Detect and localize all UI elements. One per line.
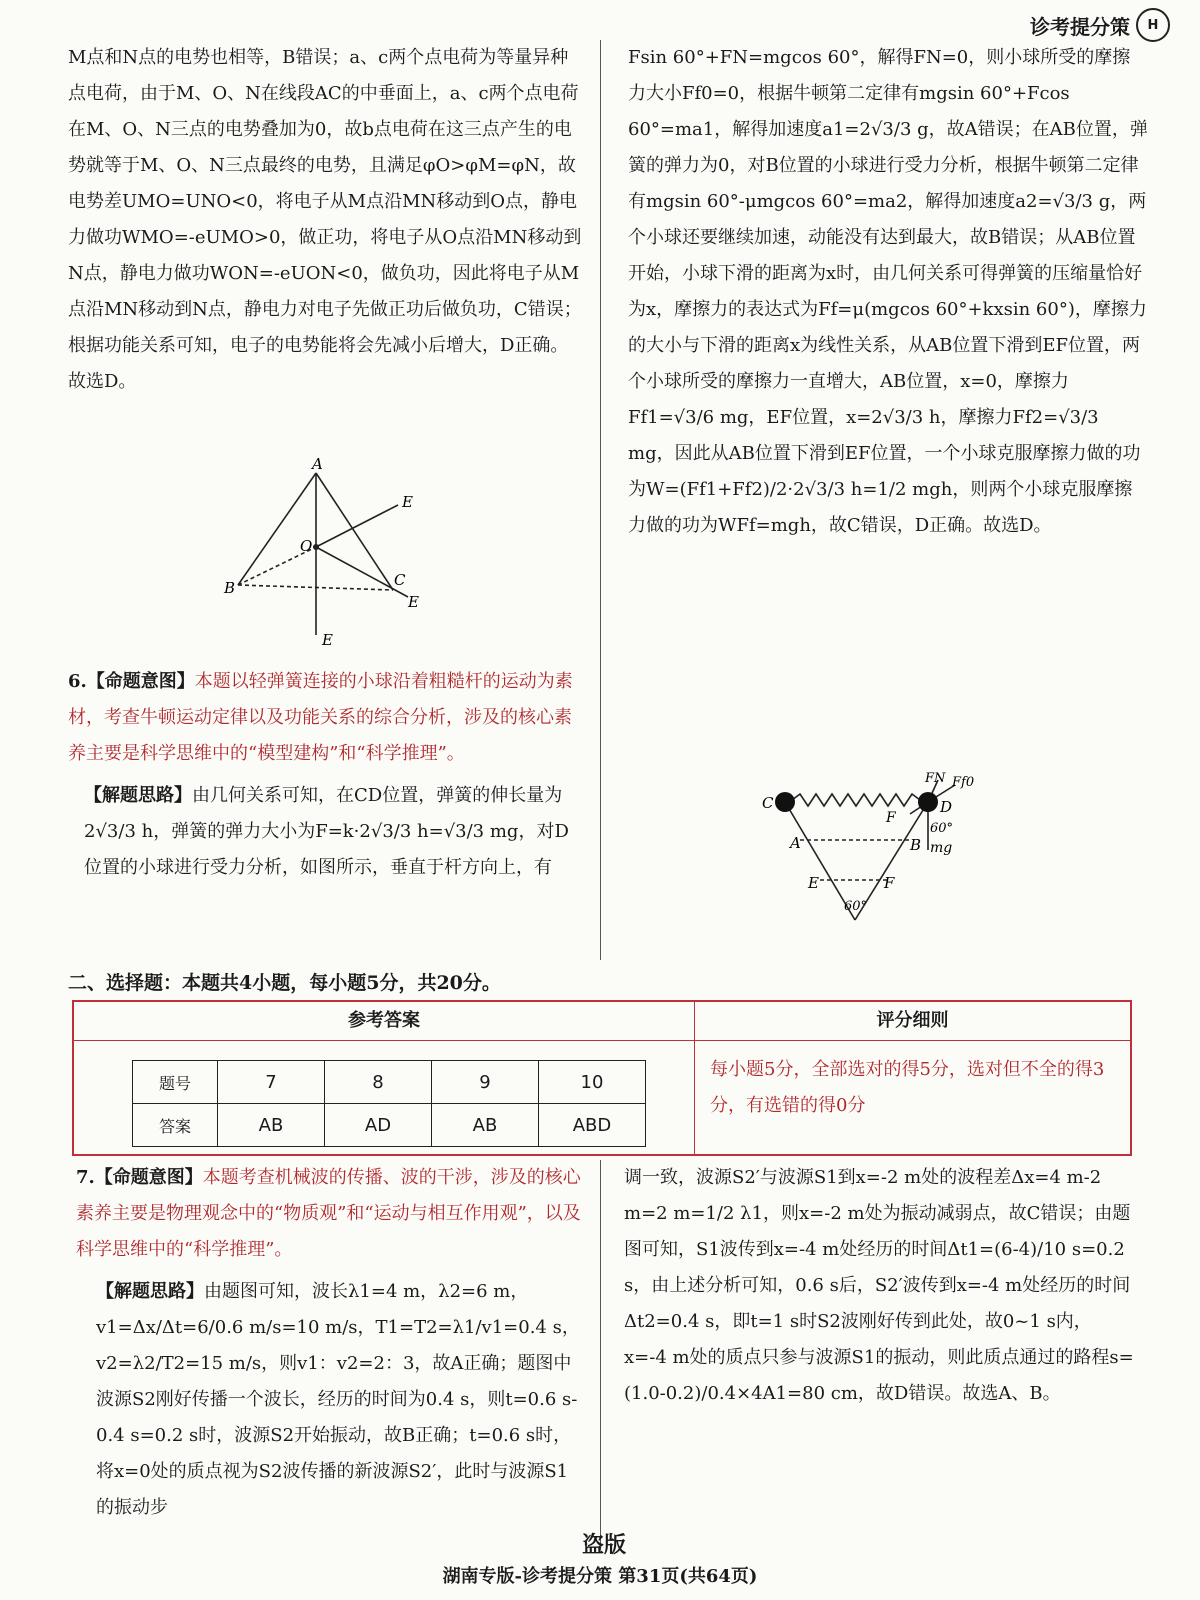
label-C2: C xyxy=(762,794,774,812)
label-A2: A xyxy=(790,834,801,852)
scoring-rules: 每小题5分，全部选对的得5分，选对但不全的得3分，有选错的得0分 xyxy=(710,1059,1105,1116)
section-2-title: 二、选择题：本题共4小题，每小题5分，共20分。 xyxy=(68,972,501,994)
brand-title: 诊考提分策 xyxy=(1030,14,1130,39)
label-angle-bottom: 60° xyxy=(844,899,868,914)
q6-solve-tag: 【解题思路】 xyxy=(84,785,192,806)
column-divider-bottom xyxy=(600,1160,601,1550)
q7-intent-tag: 【命题意图】 xyxy=(94,1167,203,1188)
number-cell: 9 xyxy=(432,1061,539,1104)
label-D2: D xyxy=(940,798,953,816)
label-O: O xyxy=(300,537,313,555)
scoring-header: 评分细则 xyxy=(695,1002,1130,1041)
table-row xyxy=(133,1061,646,1104)
page-header xyxy=(1030,8,1170,42)
brand-logo-icon: H xyxy=(1136,8,1170,42)
answer-table xyxy=(132,1060,646,1147)
right-column-top xyxy=(628,40,1148,544)
label-E1: E xyxy=(402,493,413,511)
number-cell: 8 xyxy=(325,1061,432,1104)
answer-cell: AB xyxy=(218,1104,325,1147)
label-E3: E xyxy=(322,631,333,649)
answer-cell: AB xyxy=(432,1104,539,1147)
number-cell: 7 xyxy=(218,1061,325,1104)
q6-intent-tag: 【命题意图】 xyxy=(86,671,195,692)
label-F2pt: F xyxy=(884,874,895,892)
q7-intent-text: 本题考查机械波的传播、波的干涉，涉及的核心素养主要是物理观念中的“物质观”和“运动与相互作用观”，以及科学思维中的“科学推理”。 xyxy=(76,1167,581,1260)
page-footer: 湖南专版-诊考提分策 第31页(共64页) xyxy=(442,1566,758,1587)
q7-solution-continued: 调一致，波源S2′与波源S1到x=-2 m处的波程差Δx=4 m-2 m=2 m=1/2 λ1，则x=-2 m处为振动减弱点，故C错误；由题图可知，S1波传到x=-4 m处经历的时间Δt1=(6-4)/10 s=0.2 s，由上述分析可知，0.6 s后，S2′波传到x=-4 m处经历的时间Δt2=0.4 s，即t=1 s时S2波刚好传到此处，故0~1 s内，x=-4 m处的质点只参与波源S1的振动，则此质点通过的路程s=(1.0-0.2)/0.4×4A1=80 cm，故D错误。故选A、B。 xyxy=(624,1167,1134,1404)
answer-cell: AD xyxy=(325,1104,432,1147)
right-column-bottom xyxy=(624,1160,1134,1412)
q6-number: 6. xyxy=(68,671,87,692)
q7-solve-tag: 【解题思路】 xyxy=(96,1281,204,1302)
label-E2: E xyxy=(408,593,419,611)
row-label-answer: 答案 xyxy=(133,1104,218,1147)
row-label-number: 题号 xyxy=(133,1061,218,1104)
question-7-block xyxy=(76,1160,586,1526)
answer-box xyxy=(72,1000,1132,1156)
label-B2: B xyxy=(910,836,922,854)
ref-answer-header: 参考答案 xyxy=(74,1002,694,1041)
triangle-field-diagram xyxy=(218,455,438,655)
label-B: B xyxy=(224,579,236,597)
label-Ff0: Ff0 xyxy=(952,775,975,790)
label-FN: FN xyxy=(925,771,946,786)
label-E2pt: E xyxy=(808,874,819,892)
label-A: A xyxy=(312,455,323,473)
q6-intent-text: 本题以轻弹簧连接的小球沿着粗糙杆的运动为素材，考查牛顿运动定律以及功能关系的综合分析，涉及的核心素养主要是科学思维中的“模型建构”和“科学推理”。 xyxy=(68,671,573,764)
number-cell: 10 xyxy=(539,1061,646,1104)
left-column-top xyxy=(68,40,583,400)
q6-solution-continued: Fsin 60°+FN=mgcos 60°，解得FN=0，则小球所受的摩擦力大小Ff0=0，根据牛顿第二定律有mgsin 60°+Fcos 60°=ma1，解得加速度a1=2√3/3 g，故A错误；在AB位置，弹簧的弹力为0，对B位置的小球进行受力分析，根据牛顿第二定律有mgsin 60°-μmgcos 60°=ma2，解得加速度a2=√3/3 g，两个小球还要继续加速，动能没有达到最大，故B错误；从AB位置开始，小球下滑的距离为x时，由几何关系可得弹簧的压缩量恰好为x，摩擦力的表达式为Ff=μ(mgcos 60°+kxsin 60°)，摩擦力的大小与下滑的距离x为线性关系，从AB位置下滑到EF位置，两个小球所受的摩擦力一直增大，AB位置，x=0，摩擦力Ff1=√3/6 mg，EF位置，x=2√3/3 h，摩擦力Ff2=√3/3 mg，因此从AB位置下滑到EF位置，一个小球克服摩擦力做的功为W=(Ff1+Ff2)/2·2√3/3 h=1/2 mgh，则两个小球克服摩擦力做的功为WFf=mgh，故C错误，D正确。故选D。 xyxy=(628,47,1148,536)
answer-box-divider xyxy=(694,1002,695,1154)
q7-number: 7. xyxy=(76,1167,95,1188)
spring-rod-diagram xyxy=(760,770,980,930)
question-6-block xyxy=(68,664,583,886)
table-row xyxy=(133,1104,646,1147)
label-F-spring: F xyxy=(886,810,896,826)
q7-solve-text: 由题图可知，波长λ1=4 m，λ2=6 m，v1=Δx/Δt=6/0.6 m/s=10 m/s，T1=T2=λ1/v1=0.4 s，v2=λ2/T2=15 m/s，则v1：v2=2：3，故A正确；题图中波源S2刚好传播一个波长，经历的时间为0.4 s，则t=0.6 s-0.4 s=0.2 s时，波源S2开始振动，故B正确；t=0.6 s时，将x=0处的质点视为S2波传播的新波源S2′，此时与波源S1的振动步 xyxy=(96,1281,580,1518)
label-mg: mg xyxy=(930,840,953,856)
answer-cell: ABD xyxy=(539,1104,646,1147)
label-angle-top: 60° xyxy=(930,821,954,836)
piracy-stamp: 盗版 xyxy=(582,1532,627,1558)
explanation-q5-continued: M点和N点的电势也相等，B错误；a、c两个点电荷为等量异种点电荷，由于M、O、N在线段AC的中垂面上，a、c两个点电荷在M、O、N三点的电势叠加为0，故b点电荷在这三点产生的电势就等于M、O、N三点最终的电势，且满足φO>φM=φN，故电势差UMO=UNO<0，将电子从M点沿MN移动到O点，静电力做功WMO=-eUMO>0，做正功，将电子从O点沿MN移动到N点，静电力做功WON=-eUON<0，做负功，因此将电子从M点沿MN移动到N点，静电力对电子先做正功后做负功，C错误；根据功能关系可知，电子的电势能将会先减小后增大，D正确。故选D。 xyxy=(68,47,582,392)
label-C: C xyxy=(394,571,406,589)
column-divider-top xyxy=(600,40,601,960)
q6-solve-text: 由几何关系可知，在CD位置，弹簧的伸长量为2√3/3 h，弹簧的弹力大小为F=k·2√3/3 h=√3/3 mg，对D位置的小球进行受力分析，如图所示，垂直于杆方向上，有 xyxy=(84,785,569,878)
